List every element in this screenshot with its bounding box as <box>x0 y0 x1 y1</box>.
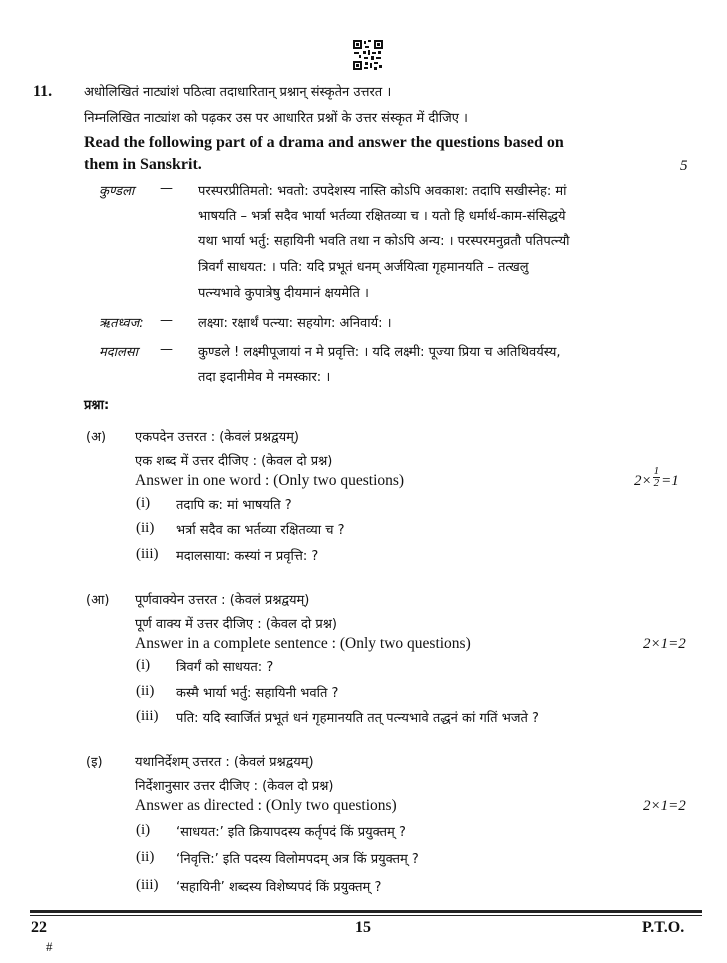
footer-rule-thin <box>30 915 702 916</box>
section-label-aa: (आ) <box>86 593 110 608</box>
page-number: 15 <box>355 919 371 936</box>
dialogue-line: यथा भार्या भर्तु: सहायिनी भवति तथा न कोऽपि अन्य: । परस्परमनुव्रतौ पतिपत्न्यौ <box>198 234 570 249</box>
instruction-sanskrit: अधोलिखितं नाट्यांशं पठित्वा तदाधारितान् प्रश्नान् संस्कृतेन उत्तरत । <box>84 85 392 100</box>
dialogue-line: तदा इदानीमेव मे नमस्कार: । <box>198 370 331 385</box>
dialogue-line: त्रिवर्गं साधयत: । पति: यदि प्रभूतं धनम् अर्जयित्वा गृहमानयति – तत्खलु <box>198 260 529 275</box>
question-item-number: (i) <box>136 495 151 511</box>
footer-rule-thick <box>30 910 702 913</box>
section-aa-sanskrit: पूर्णवाक्येन उत्तरत : (केवलं प्रश्नद्वयम्) <box>135 593 310 608</box>
dialogue-line: कुण्डले ! लक्ष्मीपूजायां न मे प्रवृत्ति: । यदि लक्ष्मी: पूज्या प्रिया च अतिथिवर्यस्य, <box>198 345 561 360</box>
speaker-ritadhwaja: ऋतध्वज: <box>99 316 144 331</box>
dialogue-line: पत्न्यभावे कुपात्रेषु दीयमानं क्षयमेति । <box>198 286 369 301</box>
question-item-number: (ii) <box>136 683 155 699</box>
speaker-madalasa: मदालसा <box>99 345 139 360</box>
instruction-english-line1: Read the following part of a drama and answer the questions based on <box>84 134 564 151</box>
section-i-marks: 2×1=2 <box>643 798 686 814</box>
section-label-i: (इ) <box>86 755 103 770</box>
question-item: ‘साधयत:’ इति क्रियापदस्य कर्तृपदं किं प्रयुक्तम् ? <box>176 825 406 840</box>
section-label-a: (अ) <box>86 430 107 445</box>
question-item: ‘निवृत्ति:’ इति पदस्य विलोमपदम् अत्र किं प्रयुक्तम् ? <box>176 852 419 867</box>
dialogue-line: भाषयति – भर्त्रा सदैव भार्या भर्तव्या रक्षितव्या च । यतो हि धर्मार्थ-काम-संसिद्धये <box>198 209 566 224</box>
section-i-english: Answer as directed : (Only two questions) <box>135 797 397 814</box>
footer-hash: # <box>46 939 53 954</box>
speaker-dash: — <box>160 181 173 196</box>
section-a-sanskrit: एकपदेन उत्तरत : (केवलं प्रश्नद्वयम्) <box>135 430 299 445</box>
question-number: 11. <box>33 83 53 100</box>
speaker-dash: — <box>160 313 173 328</box>
speaker-dash: — <box>160 342 173 357</box>
question-item: तदापि क: मां भाषयति ? <box>176 498 292 513</box>
dialogue-line: परस्परप्रीतिमतो: भवतो: उपदेशस्य नास्ति कोऽपि अवकाश: तदापि सखीस्नेह: मां <box>198 184 567 199</box>
questions-heading: प्रश्ना: <box>84 398 110 413</box>
question-item-number: (ii) <box>136 849 155 865</box>
section-i-hindi: निर्देशानुसार उत्तर दीजिए : (केवल दो प्रश्न) <box>135 779 334 794</box>
question-item-number: (iii) <box>136 708 159 724</box>
speaker-kundala: कुण्डला <box>99 184 135 199</box>
question-item: कस्मै भार्या भर्तु: सहायिनी भवति ? <box>176 686 339 701</box>
section-a-english: Answer in one word : (Only two questions) <box>135 472 405 489</box>
question-item-number: (iii) <box>136 877 159 893</box>
section-aa-hindi: पूर्ण वाक्य में उत्तर दीजिए : (केवल दो प्रश्न) <box>135 617 338 632</box>
question-item-number: (iii) <box>136 546 159 562</box>
instruction-hindi: निम्नलिखित नाट्यांश को पढ़कर उस पर आधारित प्रश्नों के उत्तर संस्कृत में दीजिए । <box>84 111 468 126</box>
section-a-marks: 2× $\frac{1}{2}$ =1 <box>634 465 679 490</box>
question-item-number: (ii) <box>136 520 155 536</box>
question-item: ‘सहायिनी’ शब्दस्य विशेष्यपदं किं प्रयुक्तम् ? <box>176 880 382 895</box>
section-aa-english: Answer in a complete sentence : (Only two questions) <box>135 635 471 652</box>
instruction-english-line2: them in Sanskrit. <box>84 156 202 173</box>
question-item: भर्त्रा सदैव का भर्तव्या रक्षितव्या च ? <box>176 523 345 538</box>
question-item: पति: यदि स्वार्जितं प्रभूतं धनं गृहमानयति तत् पत्न्यभावे तद्धनं कां गतिं भजते ? <box>176 711 539 726</box>
question-item: मदालसाया: कस्यां न प्रवृत्ति: ? <box>176 549 319 564</box>
section-aa-marks: 2×1=2 <box>643 636 686 652</box>
question-item-number: (i) <box>136 657 151 673</box>
section-a-hindi: एक शब्द में उत्तर दीजिए : (केवल दो प्रश्न) <box>135 454 333 469</box>
pto-label: P.T.O. <box>642 919 685 936</box>
question-item-number: (i) <box>136 822 151 838</box>
question-item: त्रिवर्गं को साधयत: ? <box>176 660 274 675</box>
total-marks: 5 <box>680 158 688 174</box>
qr-code <box>353 40 383 70</box>
dialogue-line: लक्ष्या: रक्षार्थं पत्न्या: सहयोग: अनिवार्य: । <box>198 316 392 331</box>
footer-code: 22 <box>31 919 47 936</box>
section-i-sanskrit: यथानिर्देशम् उत्तरत : (केवलं प्रश्नद्वयम्) <box>135 755 314 770</box>
